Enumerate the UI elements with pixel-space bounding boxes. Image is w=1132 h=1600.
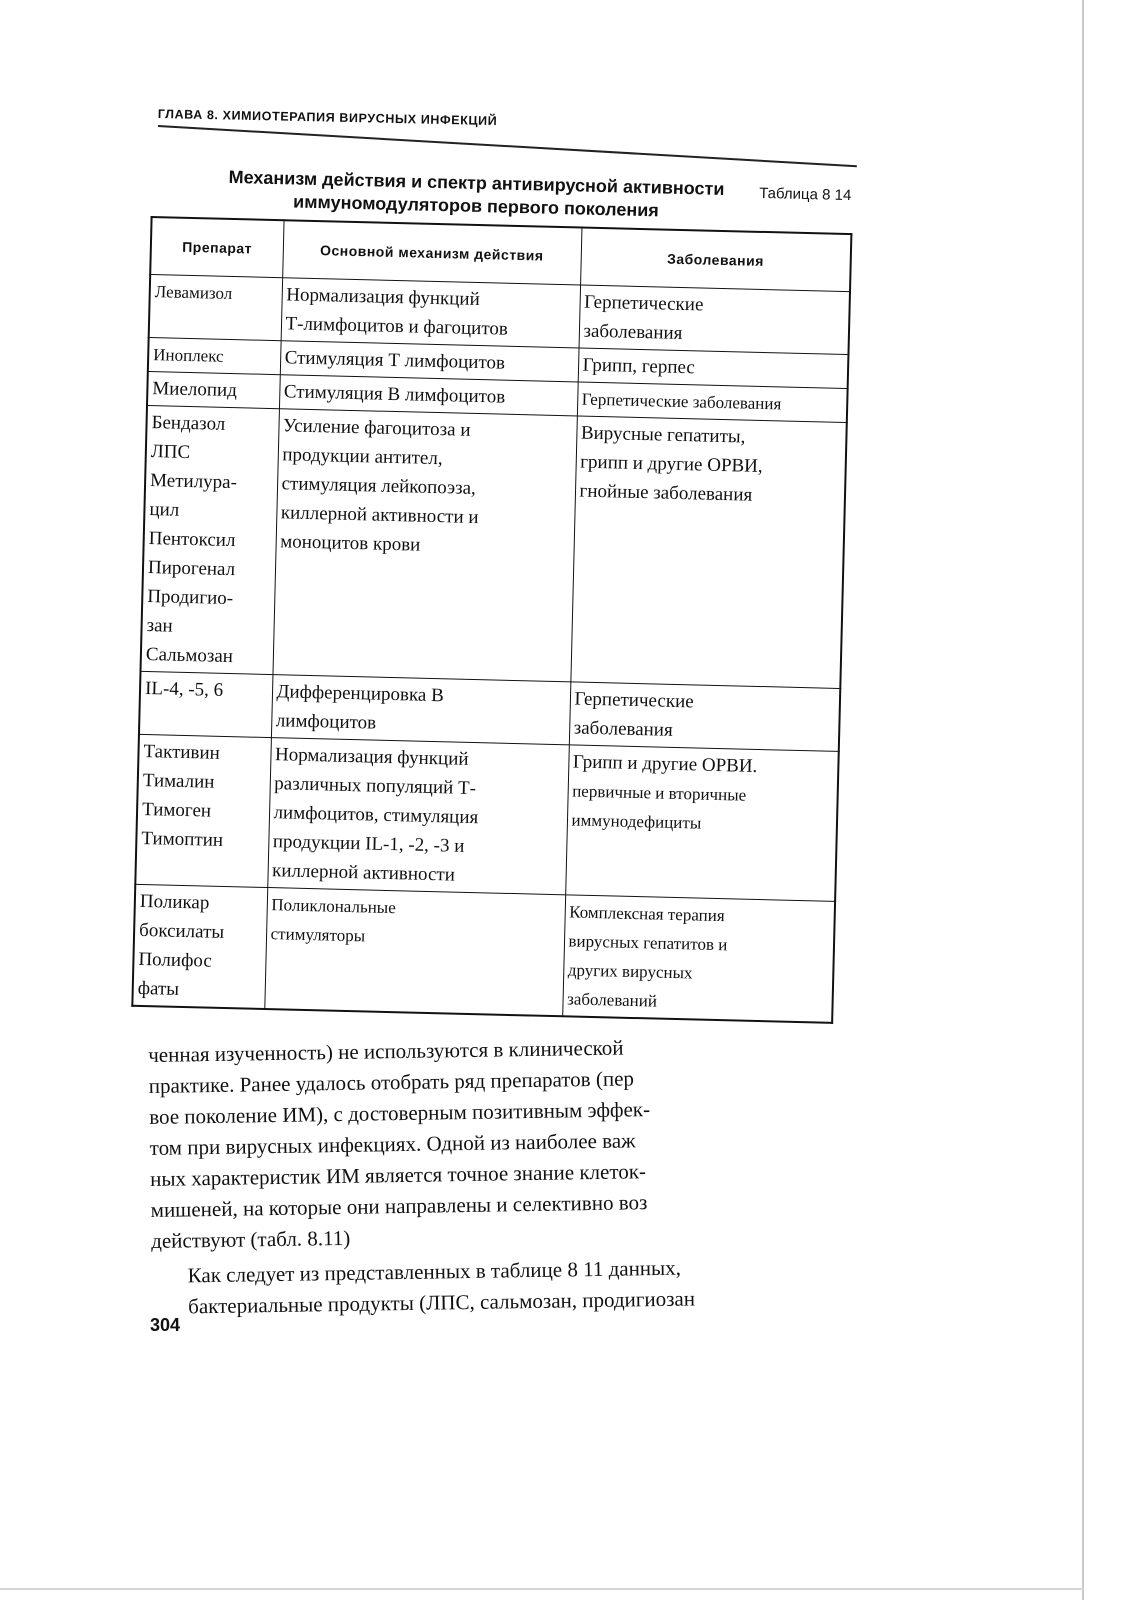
drug-name: IL-4, -5, 6	[144, 677, 224, 701]
paragraph	[151, 1250, 842, 1323]
text-line: ных характеристик ИМ является точное знание клеток-	[149, 1159, 647, 1191]
cell-line: различных популяций Т-	[274, 773, 477, 800]
header-diseases: Заболевания	[580, 228, 851, 292]
drug-cell	[147, 371, 280, 408]
cell-line: Дифференцировка В	[276, 681, 445, 707]
disease-cell	[562, 895, 835, 1023]
header-mechanism: Основной механизм действия	[282, 220, 581, 285]
cell-line: киллерной активности и	[280, 502, 479, 529]
header-rule	[158, 125, 857, 167]
cell-line: Герпетические	[574, 688, 694, 713]
drug-name: Иноплекс	[153, 345, 224, 366]
cell-line: продукции антител,	[282, 444, 443, 470]
page-number: 304	[150, 1315, 181, 1335]
drug-name: фаты	[137, 977, 180, 1000]
text-line: том при вирусных инфекциях. Одной из наиболее важ	[149, 1128, 636, 1160]
drug-name: зан	[146, 615, 173, 637]
cell-line: Герпетические	[583, 291, 704, 316]
drug-name: Тималин	[142, 769, 215, 793]
cell-line: Вирусные гепатиты,	[580, 422, 746, 448]
text-line: ченная изученность) не используются в клинической	[148, 1035, 624, 1067]
drug-name: Пирогенал	[147, 557, 236, 581]
cell-line: стимуляция лейкопоэза,	[281, 473, 477, 500]
cell-line: Стимуляция В лимфоцитов	[283, 381, 506, 408]
cell-line: Комплексная терапия	[569, 902, 725, 926]
drug-name: Пентоксил	[148, 528, 236, 552]
disease-cell	[579, 285, 850, 355]
mechanism-cell	[271, 675, 570, 745]
cell-line: заболеваний	[566, 989, 658, 1011]
drug-name: Поликар	[139, 890, 210, 914]
table-title-line: иммуномодуляторов первого поколения	[292, 191, 660, 221]
cell-line: моноцитов крови	[279, 531, 421, 556]
cell-line: лимфоцитов, стимуляция	[273, 802, 479, 829]
cell-line: Герпетические заболевания	[581, 389, 782, 414]
cell-line: грипп и другие ОРВИ,	[579, 451, 763, 478]
disease-cell	[565, 745, 839, 902]
cell-line: Стимуляция Т лимфоцитов	[284, 347, 506, 374]
drug-cell	[139, 671, 272, 737]
drug-name: Левамизол	[154, 282, 233, 303]
page-edge	[0, 1588, 1084, 1590]
drug-name: Миелопид	[152, 378, 238, 402]
drug-name: Бендазол	[151, 412, 226, 435]
cell-line: Поликлональные	[271, 895, 397, 918]
header-drug: Препарат	[150, 217, 283, 278]
drug-name: Тимоген	[141, 798, 212, 822]
cell-line: киллерной активности	[271, 860, 456, 886]
text-line: мишеней, на которые они направлены и селективно воз	[150, 1190, 648, 1222]
mechanism-cell	[267, 738, 569, 895]
drug-cell	[149, 274, 282, 340]
disease-cell	[570, 416, 846, 689]
text-line: действуют (табл. 8.11)	[150, 1225, 351, 1253]
drug-name: ЛПС	[150, 441, 191, 464]
cell-line: Нормализация функций	[285, 284, 481, 311]
drug-name: Полифос	[138, 948, 213, 972]
drug-cell	[148, 337, 281, 374]
table-row	[135, 734, 838, 901]
mechanism-cell	[281, 278, 580, 348]
drug-name: Сальмозан	[145, 644, 234, 668]
drug-name: Тимоптин	[141, 827, 224, 851]
drug-cell	[132, 884, 267, 1009]
cell-line: лимфоцитов	[275, 710, 377, 734]
cell-line: заболевания	[583, 320, 683, 345]
table-row	[141, 405, 847, 688]
table-row	[132, 884, 835, 1023]
cell-line: Грипп, герпес	[582, 354, 696, 379]
cell-line: продукции IL-1, -2, -3 и	[272, 831, 465, 857]
cell-line: Нормализация функций	[274, 744, 469, 770]
running-head: ГЛАВА 8. ХИМИОТЕРАПИЯ ВИРУСНЫХ ИНФЕКЦИЙ	[157, 107, 498, 129]
cell-line: других вирусных	[567, 960, 693, 983]
drug-name: боксилаты	[138, 919, 225, 943]
cell-line: Усиление фагоцитоза и	[282, 415, 471, 441]
cell-line: стимуляторы	[270, 924, 366, 946]
drug-name: цил	[149, 499, 180, 521]
cell-line: первичные и вторичные	[571, 781, 747, 805]
disease-cell	[569, 682, 840, 752]
cell-line: гнойные заболевания	[579, 480, 753, 506]
paragraph	[148, 1029, 841, 1257]
data-table	[131, 216, 852, 1024]
text-line: практике. Ранее удалось отобрать ряд препаратов (пер	[148, 1066, 635, 1098]
table-title	[171, 160, 782, 225]
cell-line: Т-лимфоцитов и фагоцитов	[285, 313, 509, 340]
text-line: Как следует из представленных в таблице 8 11 данных,	[187, 1255, 682, 1288]
table-block	[131, 160, 851, 1024]
mechanism-cell	[264, 888, 565, 1017]
text-line: бактериальные продукты (ЛПС, сальмозан, продигиозан	[188, 1286, 696, 1319]
table-number: Таблица 8 14	[758, 184, 852, 205]
cell-line: иммунодефициты	[571, 810, 702, 833]
body-text	[148, 1029, 842, 1323]
drug-name: Продигио-	[147, 586, 234, 610]
text-line: вое поколение ИМ), с достоверным позитивным эффек-	[149, 1097, 651, 1129]
page-edge	[1082, 0, 1084, 1600]
cell-line: вирусных гепатитов и	[568, 931, 728, 955]
mechanism-cell	[272, 409, 576, 682]
cell-line: Грипп и другие ОРВИ.	[572, 751, 758, 777]
table-title-line: Механизм действия и спектр антивирусной активности	[228, 166, 725, 199]
drug-cell	[141, 405, 279, 674]
drug-name: Метилура-	[149, 470, 238, 494]
cell-line: заболевания	[573, 717, 673, 741]
drug-cell	[135, 734, 271, 887]
drug-name: Тактивин	[143, 740, 221, 764]
